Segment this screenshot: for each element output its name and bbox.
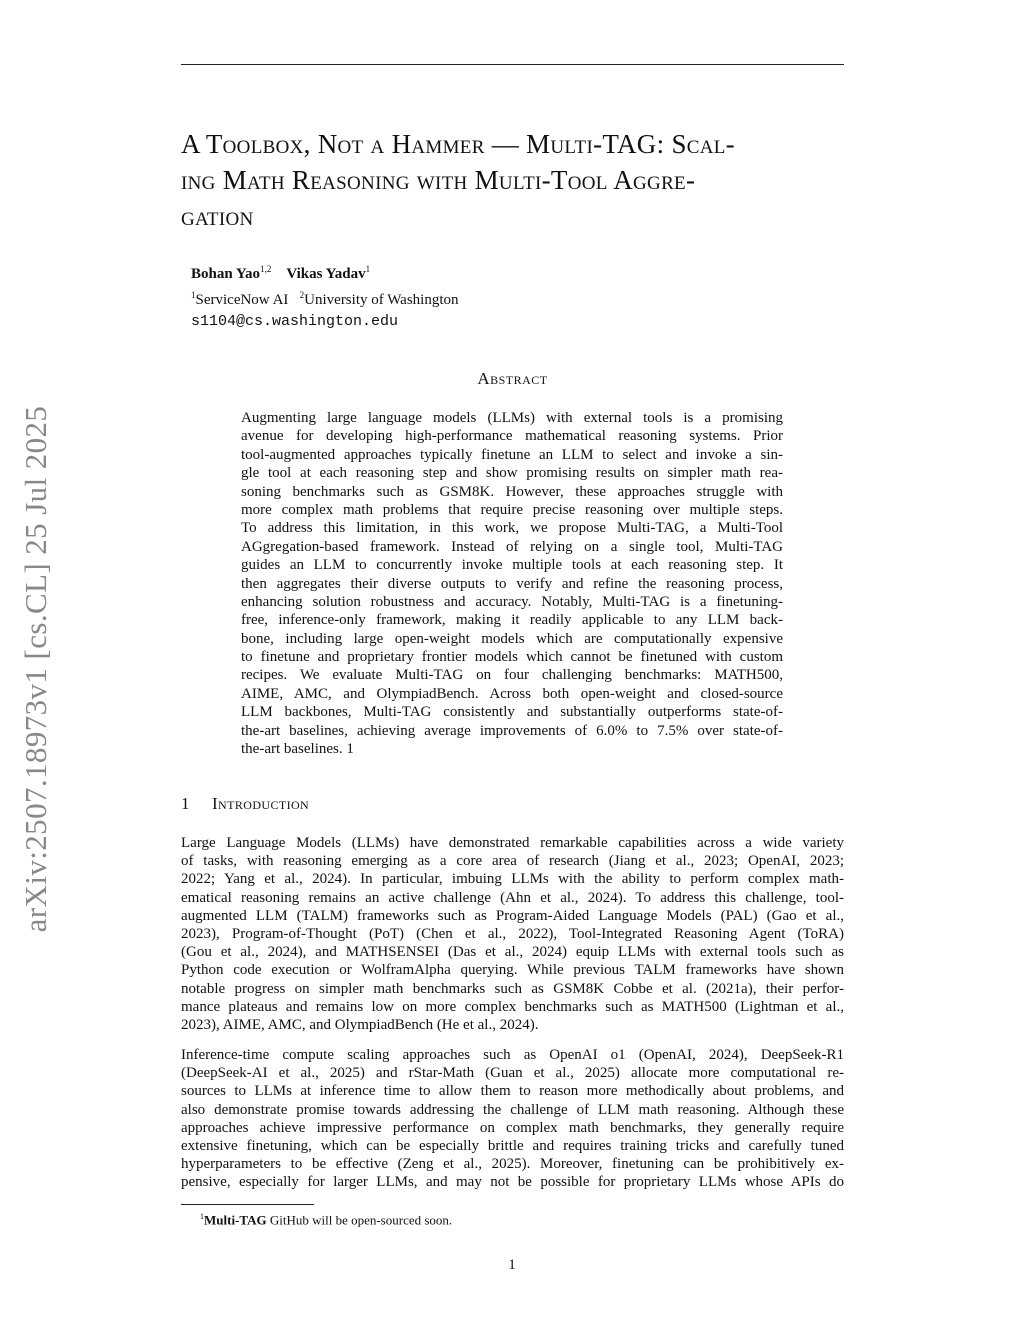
body-line: pensive, especially for larger LLMs, and may not be possible for proprietary LLMs whose APIs do [181,1174,844,1191]
intro-paragraph-2 [181,1046,844,1192]
section-number: 1 [181,794,190,813]
abstract-line: AGgregation-based framework. Instead of relying on a single tool, Multi-TAG [241,538,783,555]
title-line: gation [181,201,254,231]
top-rule [181,64,844,65]
footnote-mark: 1 [200,1212,204,1221]
body-line: of tasks, with reasoning emerging as a core area of research (Jiang et al., 2023; OpenAI, 2023; [181,853,844,870]
body-line: hyperparameters to be effective (Zeng et al., 2025). Moreover, finetuning can be prohibitively ex- [181,1156,844,1173]
body-line: 2023), Program-of-Thought (PoT) (Chen et al., 2022), Tool-Integrated Reasoning Agent (ToRA) [181,925,844,942]
author-email: s1104@cs.washington.edu [191,313,399,330]
section-title: Introduction [212,794,310,813]
footnote [200,1208,452,1228]
abstract-line: enhancing solution robustness and accuracy. Notably, Multi-TAG is a finetuning- [241,593,783,610]
abstract-line: more complex math problems that require precise reasoning over multiple steps. [241,501,783,518]
body-line: Large Language Models (LLMs) have demonstrated remarkable capabilities across a wide variety [181,835,844,851]
abstract-line: the-art baselines. 1 [241,741,354,758]
body-line: (Gou et al., 2024), and MATHSENSEI (Das et al., 2024) equip LLMs with external tools such as [181,944,844,961]
abstract-line: AIME, AMC, and OlympiadBench. Across both open-weight and closed-source [241,685,783,702]
arxiv-identifier-text: arXiv:2507.18973v1 [cs.CL] 25 Jul 2025 [18,405,53,932]
body-line: approaches achieve impressive performance on complex math benchmarks, they generally require [181,1119,844,1136]
affiliations [191,285,459,311]
abstract-line: Augmenting large language models (LLMs) with external tools is a promising [241,410,783,426]
body-line: extensive finetuning, which can be especially brittle and requires training tricks and carefully tuned [181,1137,844,1154]
body-line: ematical reasoning remains an active challenge (Ahn et al., 2024). To address this challenge, tool- [181,889,844,906]
author-name: Vikas Yadav [286,266,366,282]
author-affiliation-mark: 1 [365,264,371,274]
abstract-line: LLM backbones, Multi-TAG consistently and substantially outperforms state-of- [241,704,783,721]
author-names [191,259,459,285]
title-line: ing Math Reasoning with Multi-Tool Aggre- [181,165,696,195]
affiliation: University of Washington [304,292,459,308]
abstract-line: soning benchmarks such as GSM8K. However, these approaches struggle with [241,483,783,500]
abstract-line: To address this limitation, in this work, we propose Multi-TAG, a Multi-Tool [241,520,783,537]
body-line: 2022; Yang et al., 2024). In particular, imbuing LLMs with the ability to perform complex math- [181,871,844,888]
affiliation-mark: 1 [191,290,196,300]
author-name: Bohan Yao [191,266,261,282]
page-number: 1 [508,1257,516,1273]
body-line: Inference-time compute scaling approaches such as OpenAI o1 (OpenAI, 2024), DeepSeek-R1 [181,1047,844,1063]
body-line: 2023), AIME, AMC, and OlympiadBench (He et al., 2024). [181,1016,539,1033]
body-line: sources to LLMs at inference time to allow them to reason more methodically about problems, and [181,1083,844,1100]
footnote-text: GitHub will be open-sourced soon. [266,1212,453,1228]
abstract-line: then aggregates their diverse outputs to verify and refine the reasoning process, [241,575,783,592]
abstract-heading: Abstract [477,369,548,388]
abstract-line: avenue for developing high-performance mathematical reasoning systems. Prior [241,428,783,445]
abstract-line: tool-augmented approaches typically finetune an LLM to select and invoke a sin- [241,446,783,463]
footnote-framework-name: Multi-TAG [204,1212,267,1228]
affiliation: ServiceNow AI [195,292,289,308]
footnote-rule [181,1204,314,1205]
abstract-line: to finetune and proprietary frontier models which cannot be finetuned with custom [241,649,783,666]
abstract-body [241,409,783,758]
body-line: mance plateaus and remains low on more complex benchmarks such as MATH500 (Lightman et al., [181,998,844,1015]
intro-paragraph-1 [181,834,844,1034]
abstract-line: recipes. We evaluate Multi-TAG on four challenging benchmarks: MATH500, [241,667,783,684]
body-line: (DeepSeek-AI et al., 2025) and rStar-Math (Guan et al., 2025) allocate more computational re- [181,1065,844,1082]
title-line: A Toolbox, Not a Hammer — Multi-TAG: Scal- [181,129,735,159]
abstract-line: free, inference-only framework, making it readily applicable to any LLM back- [241,612,783,629]
abstract-line: bone, including large open-weight models which are computationally expensive [241,630,783,647]
arxiv-side-identifier [6,380,66,957]
body-line: notable progress on simpler math benchmarks such as GSM8K Cobbe et al. (2021a), their perfor- [181,980,844,997]
body-line: Python code execution or WolframAlpha querying. While previous TALM frameworks have shown [181,962,844,979]
affiliation-mark: 2 [299,290,305,300]
body-line: also demonstrate promise towards addressing the challenge of LLM math reasoning. Although these [181,1101,844,1118]
section-heading-introduction [181,794,309,814]
body-line: augmented LLM (TALM) frameworks such as Program-Aided Language Models (PAL) (Gao et al., [181,907,844,924]
abstract-line: the-art baselines, achieving average improvements of 6.0% to 7.5% over state-of- [241,722,783,739]
author-affiliation-mark: 1,2 [260,264,272,274]
abstract-line: gle tool at each reasoning step and show promising results on simpler math rea- [241,465,783,482]
author-block [191,259,459,332]
abstract-line: guides an LLM to concurrently invoke multiple tools at each reasoning step. It [241,557,783,574]
paper-title [181,126,846,234]
